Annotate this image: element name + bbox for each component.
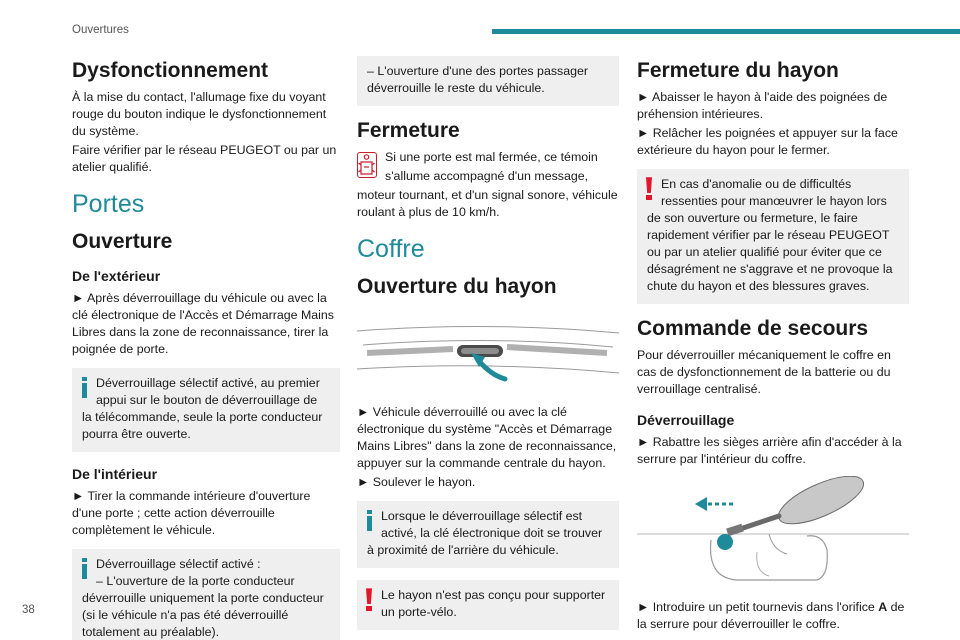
running-header: Ouvertures (72, 24, 129, 36)
deverrouillage-text-2 (637, 599, 909, 633)
fermeture-line-2: s'allume accompagné d'un message, (385, 169, 589, 184)
illustration-label-a: A (721, 480, 729, 491)
heading-portes: Portes (72, 190, 145, 219)
column-3 (637, 50, 909, 635)
heading-fermeture: Fermeture (357, 119, 460, 142)
header-accent-bar (492, 29, 960, 34)
info-icon (81, 377, 88, 398)
heading-dysfonctionnement: Dysfonctionnement (72, 59, 269, 82)
column-2 (357, 50, 619, 640)
warning-text-rest: de son ouverture ou fermeture, le faire rapidement vérifier par le réseau PEUGEOT ou par un atelier qualifié pour éviter que ce désagrément ne s'aggrave et ne provoque la chute du hayon et des blessures graves. (647, 211, 893, 294)
info-note-continued (357, 56, 619, 106)
note-line-1: Déverrouillage sélectif activé : (96, 557, 261, 572)
heading-interieur: De l'intérieur (72, 466, 158, 483)
fermeture-hayon-text-2: ► Relâcher les poignées et appuyer sur la face extérieure du hayon pour le fermer. (637, 126, 898, 158)
info-icon (366, 510, 373, 531)
warning-note-hayon (637, 169, 909, 304)
heading-commande-secours: Commande de secours (637, 317, 869, 341)
column-1 (72, 50, 340, 640)
warning-text-first: En cas d'anomalie ou de difficultés ressenties pour manœuvrer le hayon lors (661, 177, 887, 209)
dysfonctionnement-text-2: Faire vérifier par le réseau PEUGEOT ou par un atelier qualifié. (72, 143, 337, 175)
fermeture-text-rest: moteur tournant, et d'un signal sonore, véhicule roulant à plus de 10 km/h. (357, 188, 618, 220)
door-open-warning-lamp-icon (357, 152, 377, 178)
text-pre: ► Introduire un petit tournevis dans l'orifice (637, 600, 879, 615)
emergency-lock-illustration (637, 476, 909, 584)
heading-fermeture-hayon: Fermeture du hayon (637, 59, 839, 82)
text-post: de la serrure pour déverrouiller le coffre. (637, 600, 905, 632)
heading-ouverture-hayon: Ouverture du hayon (357, 275, 557, 299)
heading-exterieur: De l'extérieur (72, 268, 161, 285)
note-text-first: Déverrouillage sélectif activé, au premier appui sur le bouton de déverrouillage de (96, 376, 320, 408)
note-line-2: – L'ouverture de la porte conducteur (96, 574, 295, 589)
tailgate-handle-illustration (357, 317, 619, 389)
info-note-hayon (357, 501, 619, 568)
heading-deverrouillage: Déverrouillage (637, 412, 735, 429)
warning-icon (365, 588, 374, 612)
info-note-interieur (72, 549, 340, 640)
deverrouillage-text-1: ► Rabattre les sièges arrière afin d'accéder à la serrure par l'intérieur du coffre. (637, 435, 902, 467)
orifice-label: A (878, 600, 888, 615)
note-text-rest: la télécommande, seule la porte conducteur pourra être ouverte. (82, 410, 323, 442)
ouverture-hayon-text-2: ► Soulever le hayon. (357, 475, 476, 490)
fermeture-line-1: Si une porte est mal fermée, ce témoin (385, 150, 598, 165)
dysfonctionnement-text-1: À la mise du contact, l'allumage fixe du voyant rouge du bouton indique le dysfonctionnement du système. (72, 90, 327, 139)
note-text-first: Lorsque le déverrouillage sélectif est activé, la clé électronique doit se trouver (381, 509, 603, 541)
commande-secours-text: Pour déverrouiller mécaniquement le coffre en cas de dysfonctionnement de la batterie ou du verrouillage centralisé. (637, 348, 891, 397)
warning-text-second: un porte-vélo. (381, 605, 457, 620)
note-text-rest: à proximité de l'arrière du véhicule. (367, 543, 559, 558)
page-number: 38 (22, 604, 35, 616)
warning-text-first: Le hayon n'est pas conçu pour supporter (381, 588, 606, 603)
heading-coffre: Coffre (357, 235, 425, 264)
heading-ouverture: Ouverture (72, 230, 173, 254)
note-text-rest: déverrouille uniquement la porte conducteur (si le véhicule n'a pas été déverrouillé totalement au préalable). (82, 591, 324, 640)
ouverture-hayon-text-1: ► Véhicule déverrouillé ou avec la clé électronique du système "Accès et Démarrage Mains Libres" dans la zone de reconnaissance, appuyer sur la commande centrale du hayon. (357, 405, 617, 471)
warning-icon (645, 177, 654, 201)
exterieur-text: ► Après déverrouillage du véhicule ou avec la clé électronique de l'Accès et Démarrage Mains Libres dans la zone de reconnaissance, tirer la poignée de porte. (72, 291, 335, 357)
interieur-text: ► Tirer la commande intérieure d'ouverture d'une porte ; cette action déverrouille complètement le véhicule. (72, 489, 311, 538)
info-note-exterieur (72, 368, 340, 452)
note-text: – L'ouverture d'une des portes passager déverrouille le reste du véhicule. (367, 64, 589, 95)
info-icon (81, 558, 88, 579)
fermeture-lamp-row (357, 149, 619, 187)
warning-note-porte-velo (357, 580, 619, 630)
fermeture-hayon-text-1: ► Abaisser le hayon à l'aide des poignées de préhension intérieures. (637, 90, 888, 122)
